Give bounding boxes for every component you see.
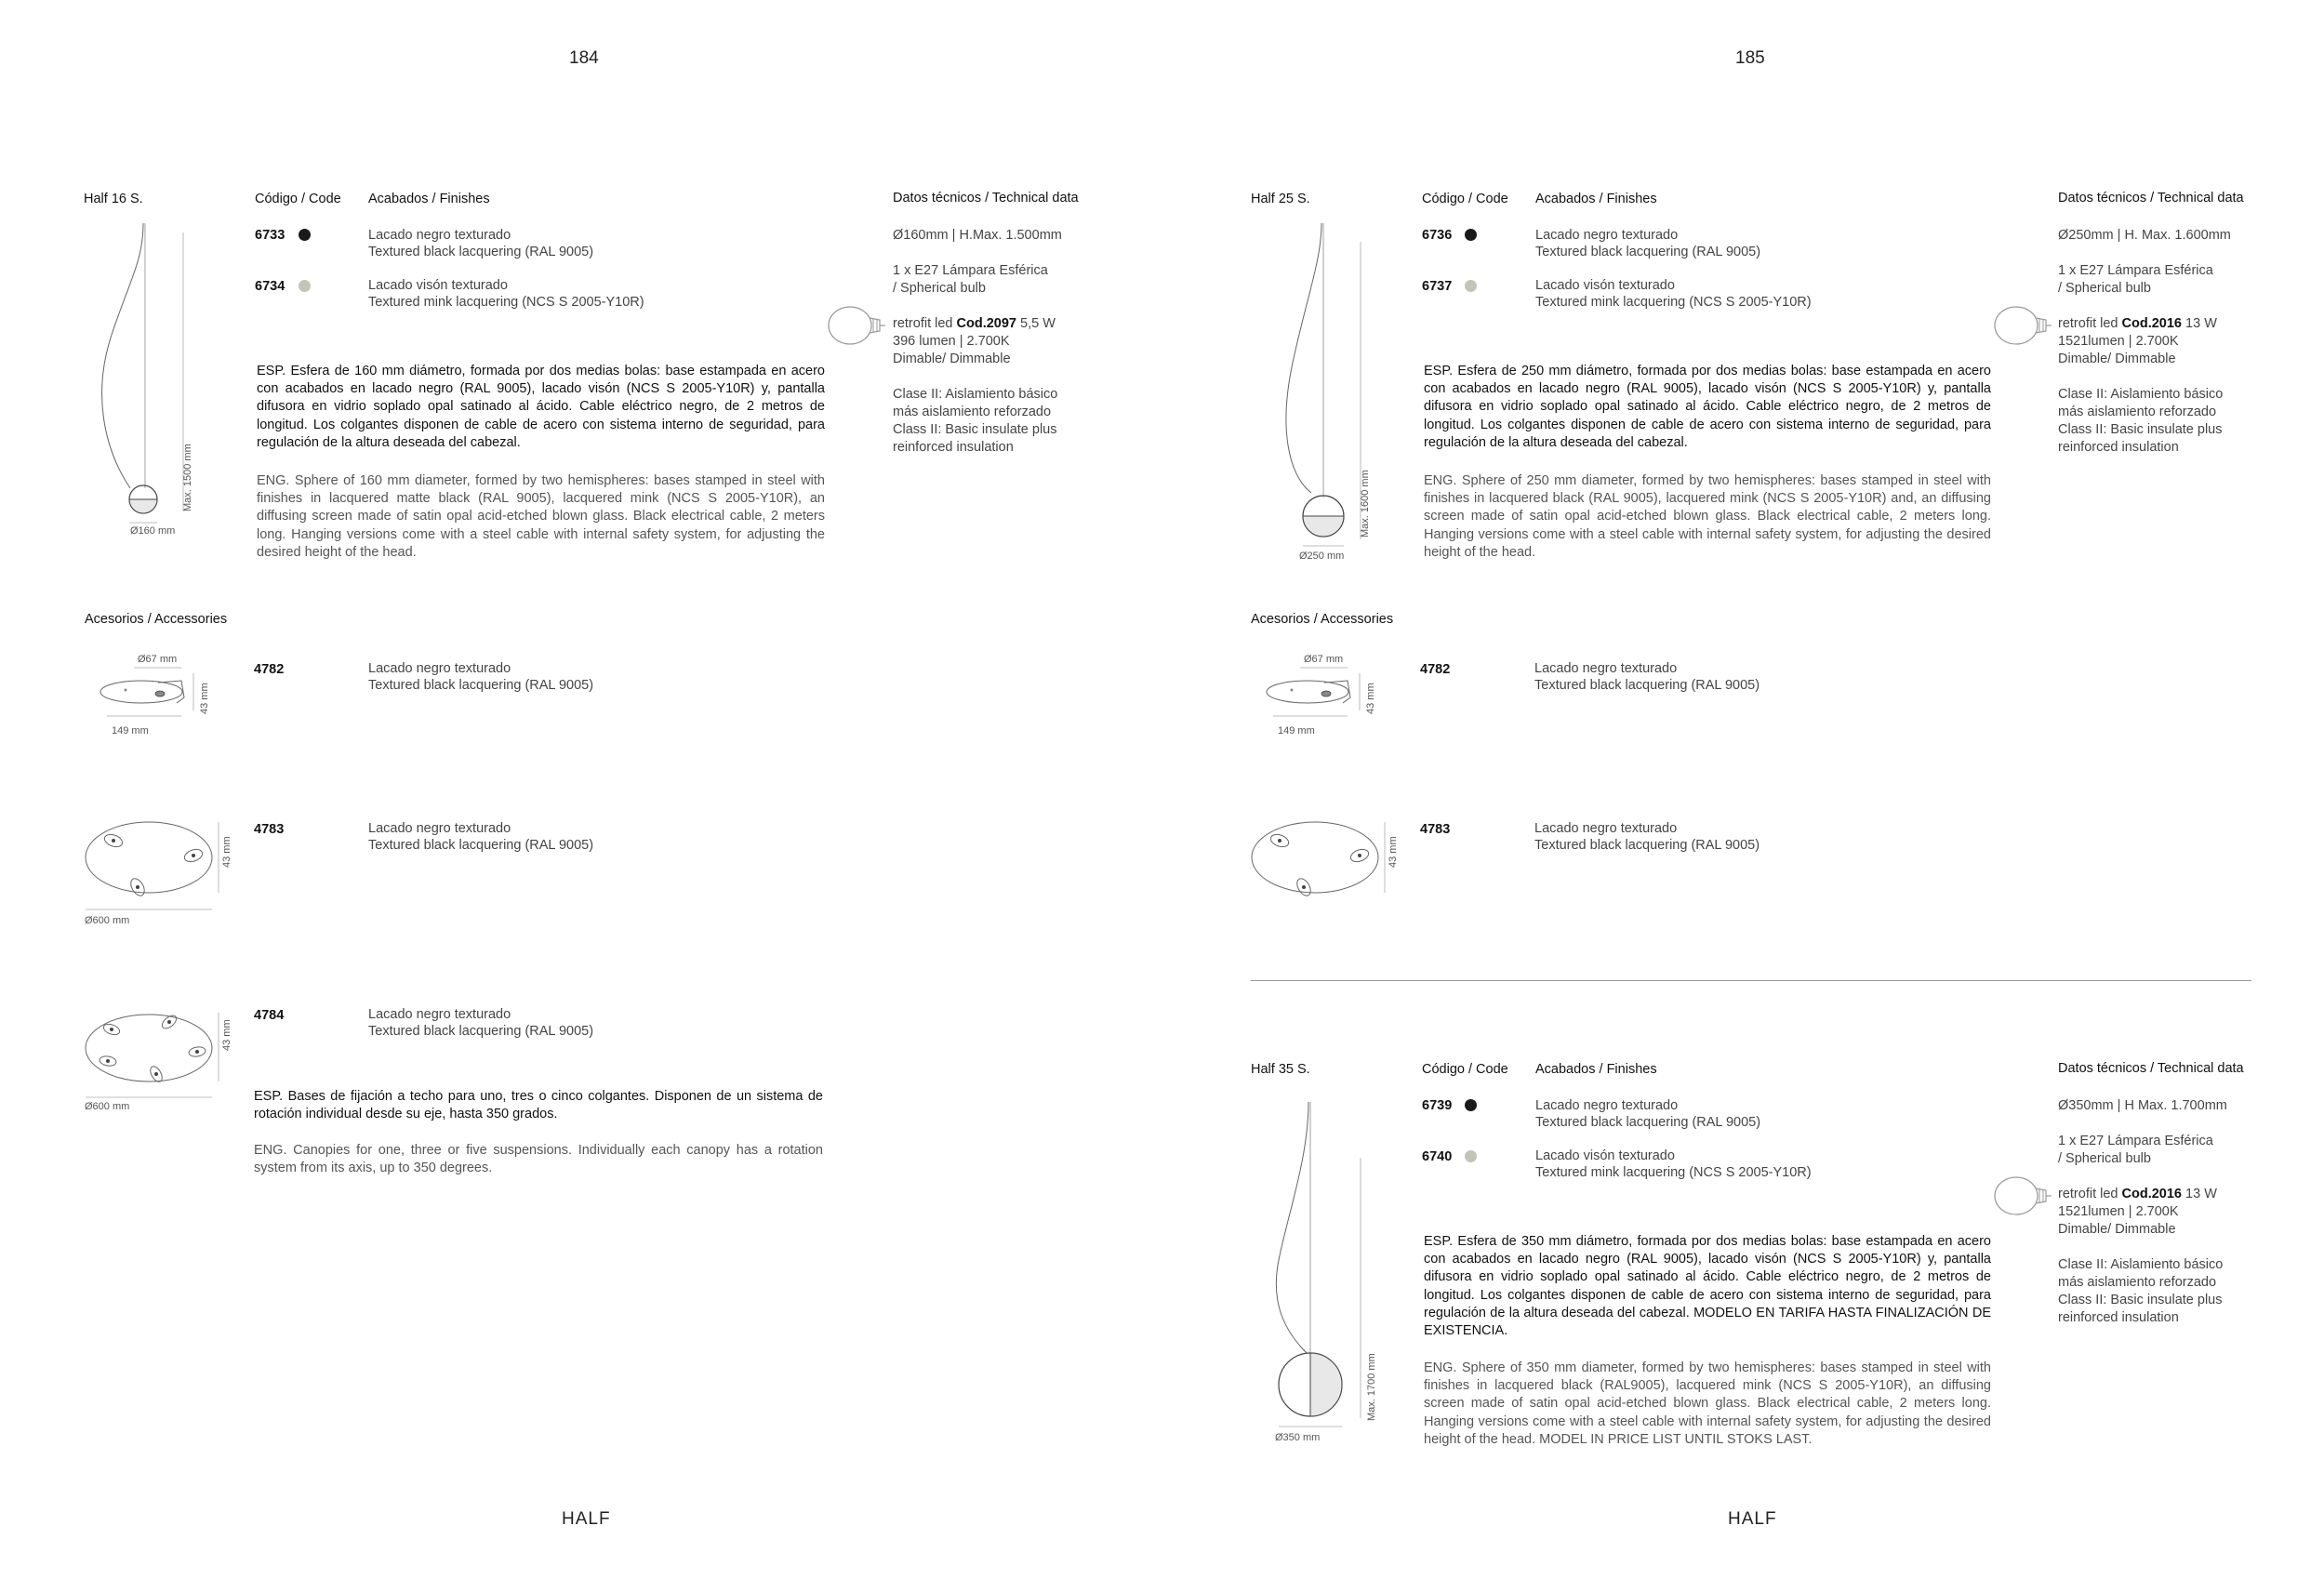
color-swatch-mink bbox=[299, 280, 311, 292]
variant-code: 6739 bbox=[1422, 1098, 1453, 1113]
variant-code: 6736 bbox=[1422, 228, 1453, 243]
accessory-code: 4784 bbox=[254, 1008, 285, 1023]
bulb-icon bbox=[1992, 1175, 2059, 1218]
canopy-drawing bbox=[84, 818, 223, 916]
accessory-code: 4783 bbox=[1420, 822, 1451, 837]
color-swatch-mink bbox=[1465, 1150, 1477, 1162]
variant-code: 6733 bbox=[255, 228, 286, 243]
diameter-label: Ø160 mm bbox=[130, 525, 176, 537]
code-header: Código / Code bbox=[255, 192, 341, 206]
dimension-label: 149 mm bbox=[112, 725, 149, 736]
description-esp: ESP. Esfera de 160 mm diámetro, formada por dos medias bolas: base estampada en acero con acabados en lacado negro (RAL 9005), lacado visón (NCS S 2005-Y10R) y, pantalla difusora en vidrio soplado opal satinado al ácido. Cable eléctrico negro, de 2 metros de longitud. Los colgantes disponen de cable de acero con sistema interno de seguridad, para regulación de la altura deseada del cabezal. bbox=[257, 364, 825, 450]
variant-code: 6740 bbox=[1422, 1149, 1453, 1164]
accessory-code: 4782 bbox=[254, 662, 285, 677]
variant-code: 6737 bbox=[1422, 279, 1453, 294]
description-esp: ESP. Esfera de 350 mm diámetro, formada por dos medias bolas: base estampada en acero con acabados en lacado negro (RAL 9005), lacado visón (NCS S 2005-Y10R) y, pantalla difusora en vidrio soplado opal satinado al ácido. Cable eléctrico negro, de 2 metros de longitud. Los colgantes disponen de cable de acero con sistema interno de seguridad, para regulación de la altura deseada del cabezal. MODELO EN TARIFA HASTA FINALIZACIÓN DE EXISTENCIA. bbox=[1424, 1234, 1991, 1339]
section-divider bbox=[1251, 980, 2251, 981]
code-header: Código / Code bbox=[1422, 192, 1508, 206]
dimension-label: Ø67 mm bbox=[1304, 654, 1344, 665]
color-swatch-black bbox=[1465, 1099, 1477, 1111]
canopy-drawing bbox=[1250, 818, 1389, 902]
variant-code: 6734 bbox=[255, 279, 286, 294]
technical-data: Ø160mm | H.Max. 1.500mm 1 x E27 Lámpara Esférica / Spherical bulb retrofit led Cod.2097 5,5 W 396 lumen | 2.700K Dimable/ Dimmable Clase II: Aislamiento básico más aislamiento reforzado Class II: Basic insulate plus reinforced insulation bbox=[893, 228, 1062, 455]
accessory-finish: Lacado negro texturado Textured black lacquering (RAL 9005) bbox=[368, 821, 594, 853]
dimension-label: 43 mm bbox=[221, 836, 232, 868]
canopy-drawing bbox=[84, 1009, 223, 1102]
description-eng: ENG. Sphere of 160 mm diameter, formed by two hemispheres: bases stamped in steel with finishes in lacquered matte black (RAL 9005), lacquered mink (NCS S 2005-Y10R), an diffusing screen made of satin opal acid-etched blown glass. Black electrical cable, 2 meters long. Hanging versions come with a steel cable with internal safety system, for adjusting the desired height of the head. bbox=[257, 473, 825, 560]
height-label: Max. 1500 mm bbox=[182, 444, 193, 511]
canopy-drawing bbox=[93, 662, 200, 723]
page-number-right: 185 bbox=[1735, 48, 1765, 68]
accessory-finish: Lacado negro texturado Textured black lacquering (RAL 9005) bbox=[368, 1007, 594, 1039]
accessories-eng: ENG. Canopies for one, three or five suspensions. Individually each canopy has a rotation system from its axis, up to 350 degrees. bbox=[254, 1143, 823, 1176]
pendant-drawing bbox=[1251, 1102, 1400, 1446]
product-name: Half 35 S. bbox=[1251, 1062, 1310, 1077]
accessory-code: 4782 bbox=[1420, 662, 1451, 677]
dimension-label: 43 mm bbox=[199, 683, 210, 714]
product-name: Half 25 S. bbox=[1251, 192, 1310, 206]
product-name: Half 16 S. bbox=[84, 192, 143, 206]
footer-right: HALF bbox=[1728, 1509, 1777, 1529]
technical-data: Ø250mm | H. Max. 1.600mm 1 x E27 Lámpara Esférica / Spherical bulb retrofit led Cod.2016 13 W 1521lumen | 2.700K Dimable/ Dimmable Clase II: Aislamiento básico más aislamiento reforzado Class II: Basic insulate plus reinforced insulation bbox=[2058, 228, 2231, 455]
accessory-code: 4783 bbox=[254, 822, 285, 837]
description-esp: ESP. Esfera de 250 mm diámetro, formada por dos medias bolas: base estampada en acero con acabados en lacado negro (RAL 9005), lacado visón (NCS S 2005-Y10R) y, pantalla difusora en vidrio soplado opal satinado al ácido. Cable eléctrico negro, de 2 metros de longitud. Los colgantes disponen de cable de acero con sistema interno de seguridad, para regulación de la altura deseada del cabezal. bbox=[1424, 364, 1991, 450]
color-swatch-black bbox=[299, 229, 311, 241]
diameter-label: Ø350 mm bbox=[1275, 1432, 1321, 1443]
code-header: Código / Code bbox=[1422, 1062, 1508, 1077]
bulb-icon bbox=[826, 305, 893, 348]
dimension-label: Ø600 mm bbox=[85, 915, 130, 926]
technical-header: Datos técnicos / Technical data bbox=[2058, 1061, 2244, 1076]
accessory-finish: Lacado negro texturado Textured black lacquering (RAL 9005) bbox=[368, 661, 594, 693]
finishes-header: Acabados / Finishes bbox=[368, 192, 490, 206]
color-swatch-mink bbox=[1465, 280, 1477, 292]
variant-finish: Lacado visón texturado Textured mink lacquering (NCS S 2005-Y10R) bbox=[1535, 278, 1812, 310]
accessory-finish: Lacado negro texturado Textured black lacquering (RAL 9005) bbox=[1534, 821, 1760, 853]
dimension-label: 43 mm bbox=[1365, 683, 1376, 714]
technical-header: Datos técnicos / Technical data bbox=[2058, 191, 2244, 206]
dimension-label: Ø67 mm bbox=[138, 654, 178, 665]
accessories-esp: ESP. Bases de fijación a techo para uno, tres o cinco colgantes. Disponen de un sistema de rotación individual desde su eje, hasta 350 grados. bbox=[254, 1089, 823, 1122]
variant-finish: Lacado visón texturado Textured mink lacquering (NCS S 2005-Y10R) bbox=[368, 278, 644, 310]
height-label: Max. 1700 mm bbox=[1366, 1353, 1377, 1421]
accessory-finish: Lacado negro texturado Textured black lacquering (RAL 9005) bbox=[1534, 661, 1760, 693]
bulb-icon bbox=[1992, 305, 2059, 348]
accessories-title: Acesorios / Accessories bbox=[85, 612, 228, 627]
dimension-label: 149 mm bbox=[1278, 725, 1315, 736]
dimension-label: 43 mm bbox=[1388, 836, 1399, 868]
variant-finish: Lacado negro texturado Textured black lacquering (RAL 9005) bbox=[1535, 1098, 1761, 1130]
accessories-title: Acesorios / Accessories bbox=[1251, 612, 1394, 627]
technical-data: Ø350mm | H Max. 1.700mm 1 x E27 Lámpara Esférica / Spherical bulb retrofit led Cod.2016 13 W 1521lumen | 2.700K Dimable/ Dimmable Clase II: Aislamiento básico más aislamiento reforzado Class II: Basic insulate plus reinforced insulation bbox=[2058, 1098, 2227, 1325]
variant-finish: Lacado negro texturado Textured black lacquering (RAL 9005) bbox=[1535, 228, 1761, 259]
variant-finish: Lacado visón texturado Textured mink lacquering (NCS S 2005-Y10R) bbox=[1535, 1148, 1812, 1180]
variant-finish: Lacado negro texturado Textured black lacquering (RAL 9005) bbox=[368, 228, 594, 259]
page-number-left: 184 bbox=[569, 48, 599, 68]
dimension-label: 43 mm bbox=[221, 1019, 232, 1051]
diameter-label: Ø250 mm bbox=[1299, 551, 1345, 562]
dimension-label: Ø600 mm bbox=[85, 1101, 130, 1112]
canopy-drawing bbox=[1259, 662, 1366, 723]
height-label: Max. 1600 mm bbox=[1360, 470, 1371, 537]
finishes-header: Acabados / Finishes bbox=[1535, 192, 1657, 206]
footer-left: HALF bbox=[562, 1509, 611, 1529]
finishes-header: Acabados / Finishes bbox=[1535, 1062, 1657, 1077]
description-eng: ENG. Sphere of 250 mm diameter, formed by two hemispheres: bases stamped in steel with finishes in lacquered black (RAL 9005), lacquered mink (NCS S 2005-Y10R) and, an diffusing screen made of satin opal acid-etched blown glass. Black electrical cable, 2 meters long. Hanging versions come with a steel cable with internal safety system, for adjusting the desired height of the head. bbox=[1424, 473, 1991, 560]
description-eng: ENG. Sphere of 350 mm diameter, formed by two hemispheres: bases stamped in steel with finishes in lacquered black (RAL9005), lacquered mink (NCS S 2005-Y10R), an diffusing screen made of satin opal acid-etched blown glass. Black electrical cable, 2 meters long. Hanging versions come with a steel cable with internal safety system, for adjusting the desired height of the head. MODEL IN PRICE LIST UNTIL STOKS LAST. bbox=[1424, 1360, 1991, 1447]
color-swatch-black bbox=[1465, 229, 1477, 241]
technical-header: Datos técnicos / Technical data bbox=[893, 191, 1079, 206]
